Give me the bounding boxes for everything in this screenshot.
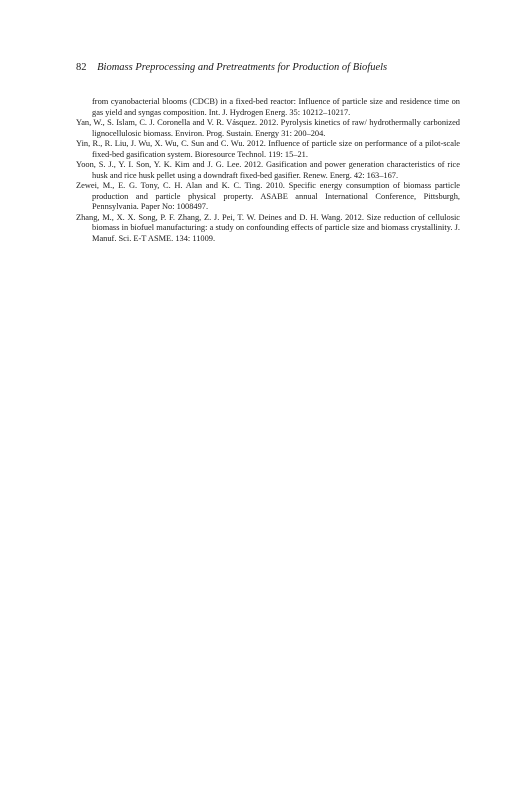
reference-item: Zewei, M., E. G. Tony, C. H. Alan and K. C. Ting. 2010. Specific energy consumption of biomass particle production and particle physical property. ASABE annual International Conference, Pittsburgh, Pennsylvania. Paper No: 1008497. bbox=[76, 181, 460, 211]
page-number: 82 bbox=[76, 62, 87, 73]
running-title: Biomass Preprocessing and Pretreatments for Production of Biofuels bbox=[97, 62, 388, 73]
reference-item: Yin, R., R. Liu, J. Wu, X. Wu, C. Sun and C. Wu. 2012. Influence of particle size on performance of a pilot-scale fixed-bed gasification system. Bioresource Technol. 119: 15–21. bbox=[76, 139, 460, 159]
reference-list bbox=[76, 97, 460, 244]
reference-item: Yoon, S. J., Y. I. Son, Y. K. Kim and J. G. Lee. 2012. Gasification and power generation characteristics of rice husk and rice husk pellet using a downdraft fixed-bed gasifier. Renew. Energ. 42: 163–167. bbox=[76, 160, 460, 180]
running-header bbox=[76, 61, 476, 74]
reference-item: Yan, W., S. Islam, C. J. Coronella and V. R. Vásquez. 2012. Pyrolysis kinetics of raw/ hydrothermally carbonized lignocellulosic biomass. Environ. Prog. Sustain. Energy 31: 200–204. bbox=[76, 118, 460, 138]
reference-item: Zhang, M., X. X. Song, P. F. Zhang, Z. J. Pei, T. W. Deines and D. H. Wang. 2012. Size reduction of cellulosic biomass in biofuel manufacturing: a study on confounding effects of particle size and biomass crystallinity. J. Manuf. Sci. E-T ASME. 134: 11009. bbox=[76, 212, 460, 243]
reference-item: from cyanobacterial blooms (CDCB) in a fixed-bed reactor: Influence of particle size and residence time on gas yield and syngas composition. Int. J. Hydrogen Energ. 35: 10212–10217. bbox=[92, 97, 460, 117]
